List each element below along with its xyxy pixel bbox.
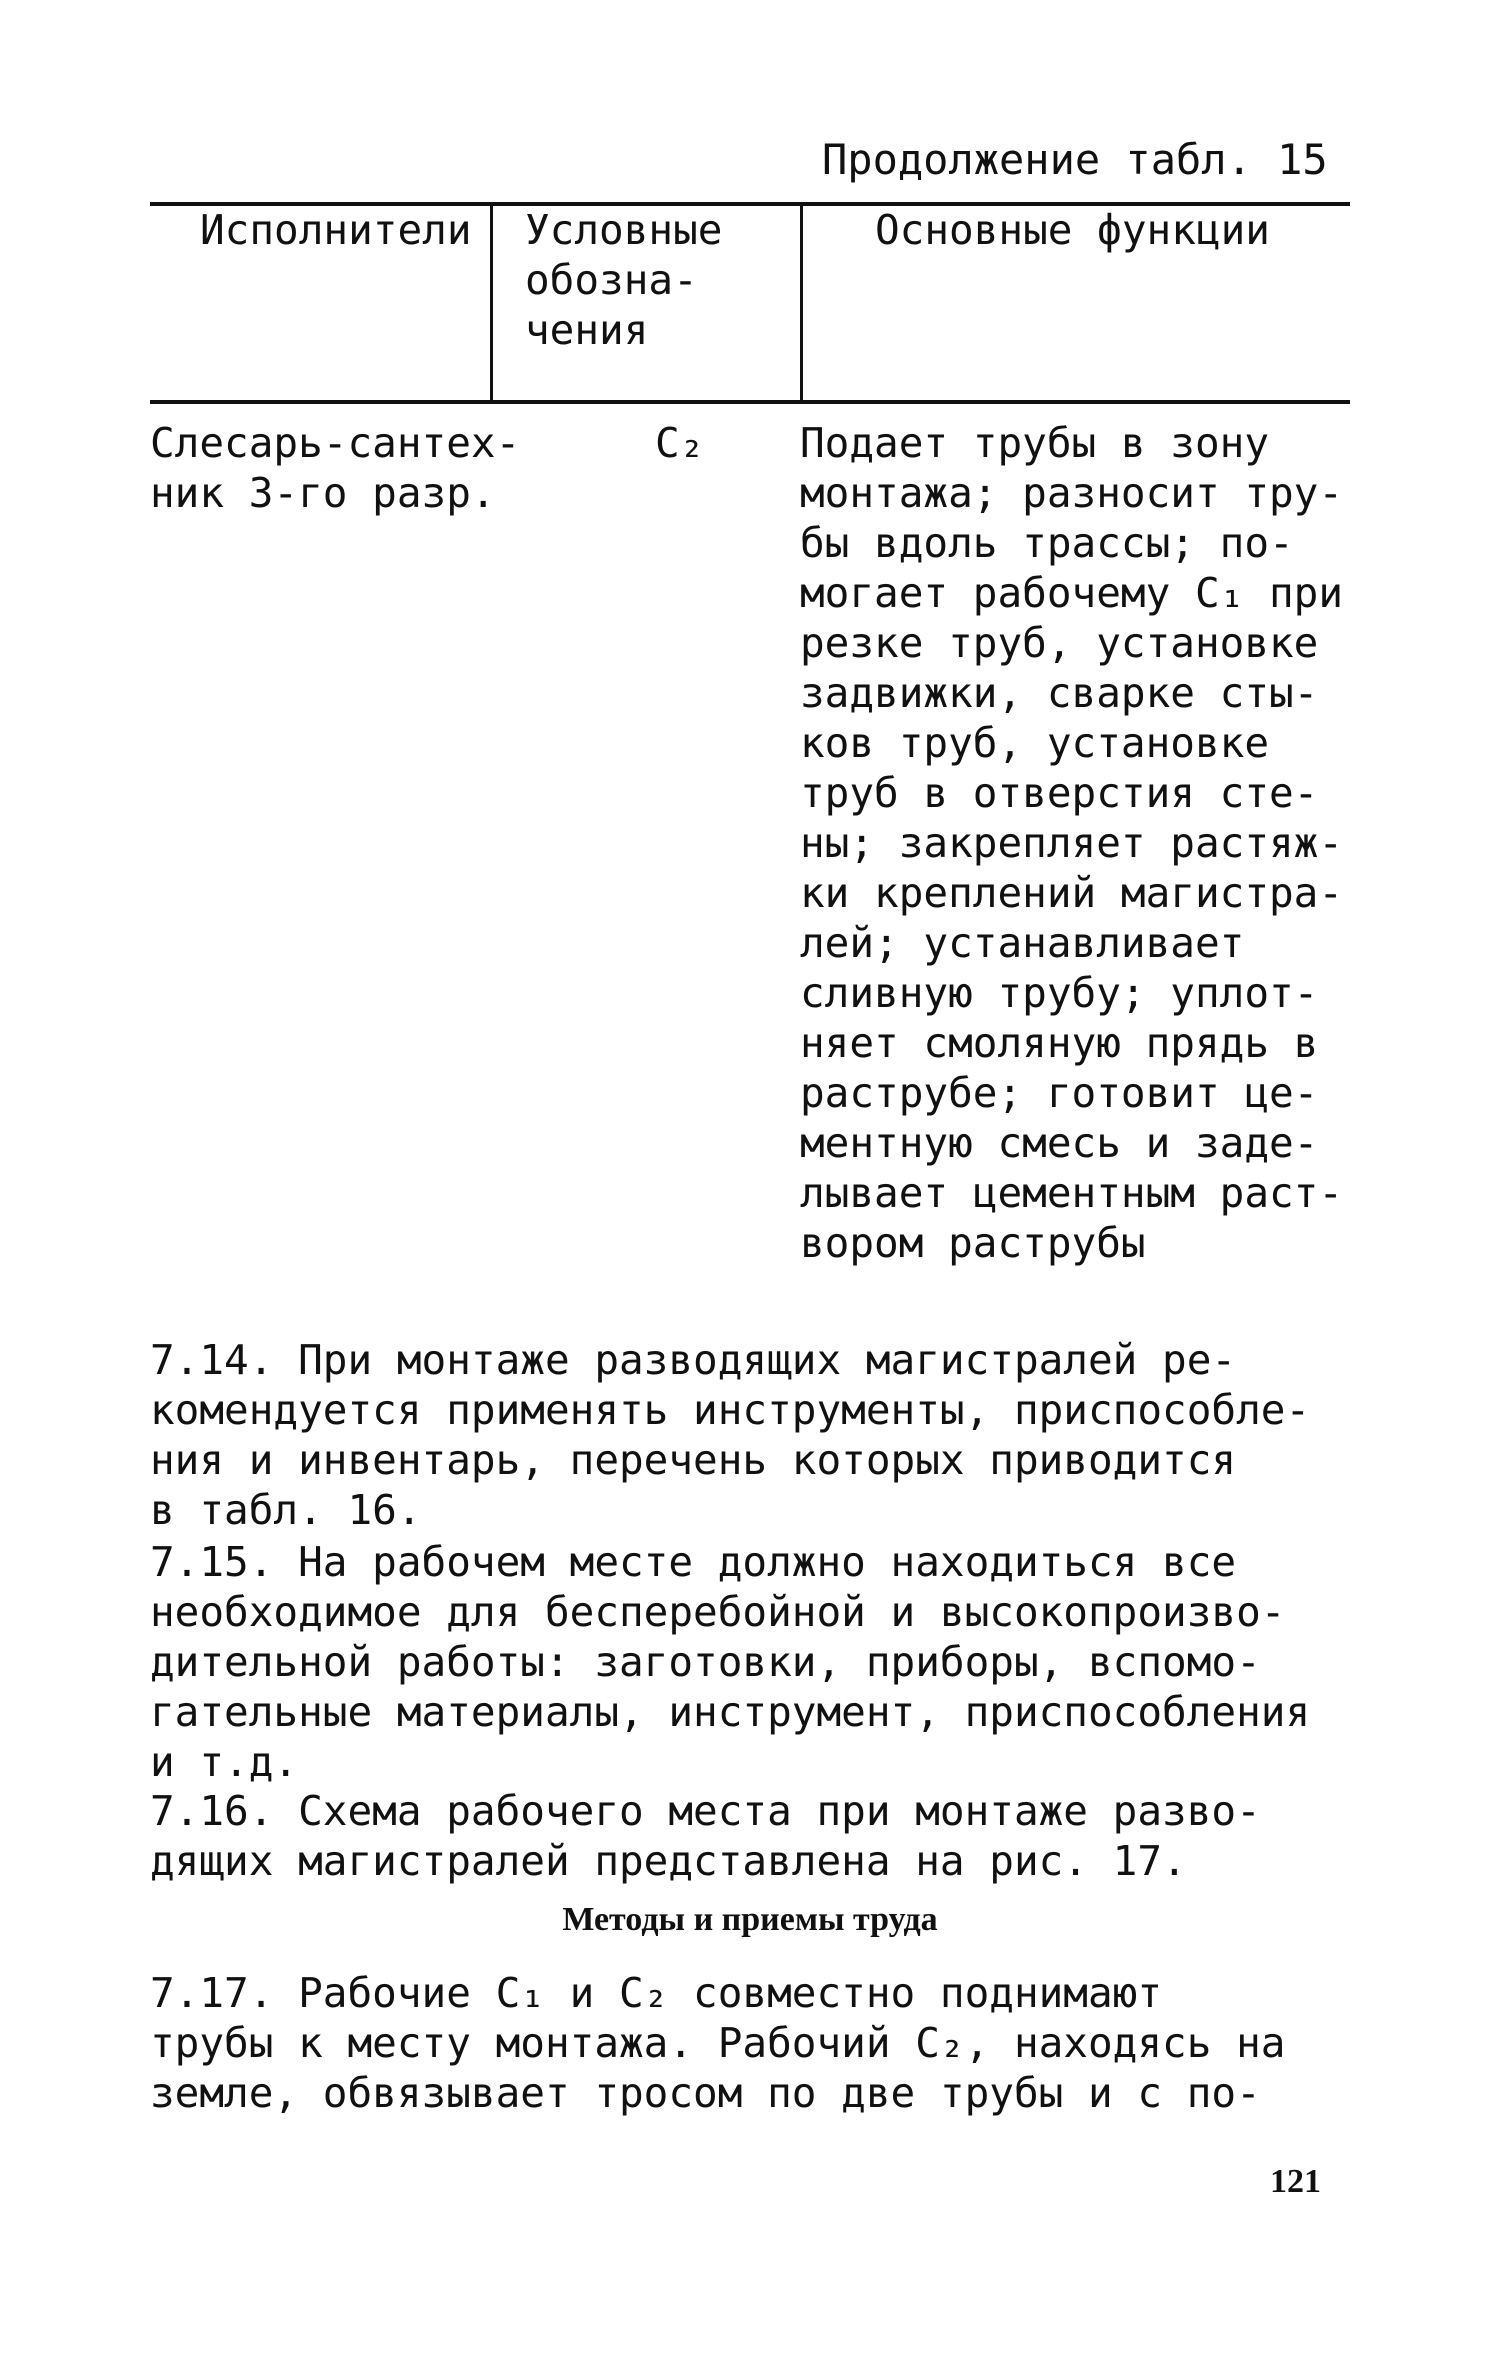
cell-symbol	[655, 418, 704, 468]
function-line: ны; закрепляет растяж-	[800, 819, 1344, 867]
paragraph-7-17	[150, 1968, 1350, 2118]
function-line: ментную смесь и заде-	[800, 1119, 1319, 1167]
page-number: 121	[1270, 2163, 1321, 2200]
paragraph-line: в табл. 16.	[150, 1486, 422, 1534]
paragraph-line: 7.17. Рабочие С₁ и С₂ совместно поднимают	[150, 1969, 1163, 2017]
function-line: ки креплений магистра-	[800, 869, 1344, 917]
paragraph-7-16	[150, 1786, 1350, 1886]
function-line: труб в отверстия сте-	[800, 769, 1319, 817]
cell-performer	[150, 418, 520, 518]
paragraph-line: земле, обвязывает тросом по две трубы и с по-	[150, 2069, 1261, 2117]
paragraph-line: комендуется применять инструменты, приспособле-	[150, 1386, 1311, 1434]
header-line: обозна-	[525, 256, 698, 304]
table-header-bottom-rule	[150, 400, 1350, 404]
paragraph-line: ния и инвентарь, перечень которых приводится	[150, 1436, 1237, 1484]
header-functions	[875, 205, 1270, 255]
cell-functions	[800, 418, 1343, 1268]
table-caption: Продолжение табл. 15	[822, 135, 1328, 184]
header-symbols	[525, 205, 722, 355]
section-title: Методы и приемы труда	[562, 1901, 938, 1938]
paragraph-7-14	[150, 1335, 1350, 1535]
function-line: Подает трубы в зону	[800, 419, 1269, 467]
paragraph-line: дительной работы: заготовки, приборы, вспомо-	[150, 1638, 1261, 1686]
function-line: монтажа; разносит тру-	[800, 469, 1344, 517]
function-line: резке труб, установке	[800, 619, 1319, 667]
paragraph-line: и т.д.	[150, 1738, 299, 1786]
header-line: Основные функции	[875, 206, 1270, 254]
function-line: лей; устанавливает	[800, 919, 1245, 967]
header-line: чения	[525, 306, 649, 354]
function-line: вором раструбы	[800, 1219, 1146, 1267]
function-line: раструбе; готовит це-	[800, 1069, 1319, 1117]
header-line: Исполнители	[200, 206, 472, 254]
paragraph-line: необходимое для бесперебойной и высокопроизво-	[150, 1588, 1286, 1636]
header-performers	[200, 205, 472, 255]
performer-line: ник 3-го разр.	[150, 469, 496, 517]
paragraph-line: 7.14. При монтаже разводящих магистралей ре-	[150, 1336, 1237, 1384]
paragraph-7-15	[150, 1537, 1350, 1787]
column-divider-2	[800, 206, 803, 400]
function-line: бы вдоль трассы; по-	[800, 519, 1294, 567]
paragraph-line: трубы к месту монтажа. Рабочий С₂, находясь на	[150, 2019, 1286, 2067]
symbol-value: С₂	[655, 419, 705, 467]
paragraph-line: гательные материалы, инструмент, приспособления	[150, 1688, 1311, 1736]
function-line: лывает цементным раст-	[800, 1169, 1344, 1217]
function-line: сливную трубу; уплот-	[800, 969, 1319, 1017]
function-line: могает рабочему С₁ при	[800, 569, 1344, 617]
performer-line: Слесарь-сантех-	[150, 419, 521, 467]
header-line: Условные	[525, 206, 723, 254]
function-line: ков труб, установке	[800, 719, 1269, 767]
paragraph-line: 7.15. На рабочем месте должно находиться все	[150, 1538, 1237, 1586]
function-line: задвижки, сварке сты-	[800, 669, 1319, 717]
column-divider-1	[490, 206, 493, 400]
function-line: няет смоляную прядь в	[800, 1019, 1319, 1067]
paragraph-line: дящих магистралей представлена на рис. 17.	[150, 1837, 1187, 1885]
paragraph-line: 7.16. Схема рабочего места при монтаже разво-	[150, 1787, 1261, 1835]
